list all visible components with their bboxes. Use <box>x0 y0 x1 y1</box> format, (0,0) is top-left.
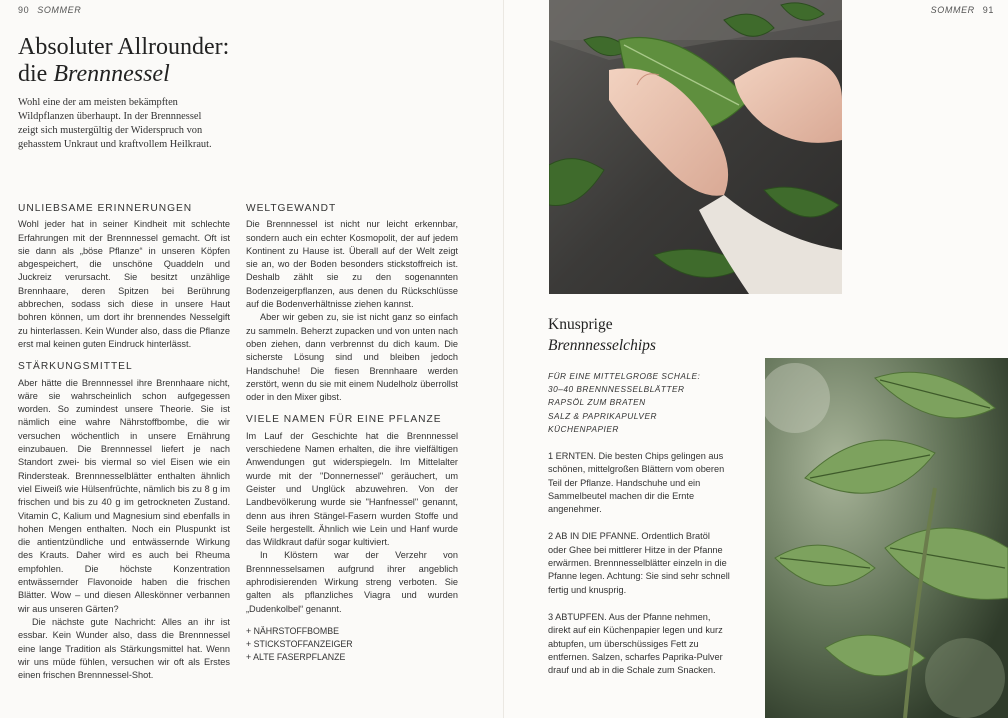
paragraph: Die Brennnessel ist nicht nur leicht erkennbar, sondern auch ein echter Kosmopolit, der auf jedem Kontinent zu Hause ist. Überall auf der Welt zeigt sie an, wo der Boden besonders stickstoffreich ist. Deshalb zählt sie zu den sogenannten Bodenzeigerpflanzen, aus denen du Rückschlüsse auf die Bodenverhältnisse ziehen kannst. <box>246 219 458 310</box>
recipe-title-line-1: Knusprige <box>548 316 613 333</box>
ingredient-list <box>548 370 748 436</box>
heading-staerkungsmittel: STÄRKUNGSMITTEL <box>18 361 133 373</box>
paragraph: Aber hätte die Brennnessel ihre Brennhaare nicht, wäre sie wahrscheinlich schon aufgegessen worden. So zumindest unsere Theorie. Sie ist nämlich eine wahre Nährstoffbombe, die wir versuchen wöchentlich in unsere Ernährung einzubauen. Die Brennnessel liefert je nach Standort zwei- bis viermal so viel Eisen wie ein Rindersteak. Brennnesselblätter enthalten ähnlich viel Eiweiß wie Hülsenfrüchte, nämlich bis zu 8 g im frischen und bis zu 40 g im getrockneten Zustand. Vitamin C, Kalium und Magnesium sind ebenfalls in hohen Mengen enthalten. Noch ein Pluspunkt ist die antientzündliche und entwässernde Wirkung des Krauts. Daher wird es auch bei Rheuma empfohlen. Die höchste Konzentration entwässernder Flavonoide haben die frischen Blätter. Wow – und diesen Alleskönner verbannen wir aus unseren Gärten? <box>18 377 230 614</box>
list-item: + STICKSTOFFANZEIGER <box>246 638 353 649</box>
paragraph: Im Lauf der Geschichte hat die Brennnessel verschiedene Namen erhalten, die ihre vielfältigen Anwendungen gut widerspiegeln. Im Mittelalter wurde mit der "Donnernessel" geräuchert, um Geister und Unglück abzuwehren. Von der Landbevölkerung wurde sie "Hanfnessel" genannt, denn aus ihren Stängel-Fasern wurden Stoffe und Seile hergestellt. Ähnlich wie Lein und Hanf wurde das Wildkraut dafür sogar kultiviert. <box>246 430 458 548</box>
recipe-step: 2 AB IN DIE PFANNE. Ordentlich Bratöl oder Ghee bei mittlerer Hitze in der Pfanne erwärmen. Brennnesselblätter einzeln in die Pfanne legen. Achtung: Sie sind sehr schnell fertig und knusprig. <box>548 531 730 595</box>
recipe-step: 1 ERNTEN. Die besten Chips gelingen aus schönen, mittelgroßen Blättern vom oberen Teil der Pflanze. Handschuhe und ein Sammelbeutel machen dir die Ernte angenehmer. <box>548 451 725 515</box>
left-page-number: 90 <box>18 5 30 15</box>
left-section-label: SOMMER <box>37 5 82 15</box>
list-item: + ALTE FASERPFLANZE <box>246 651 346 662</box>
right-page-number: 91 <box>982 5 994 15</box>
nettle-hands-photo <box>549 0 842 294</box>
list-item: + NÄHRSTOFFBOMBE <box>246 625 339 636</box>
heading-weltgewandt: WELTGEWANDT <box>246 203 337 214</box>
paragraph: In Klöstern war der Verzehr von Brennnesselsamen aufgrund ihrer angeblich aphrodisierenden Wirkung streng verboten. Sie galten als pflanzliches Viagra und wurden „Dudenkolbel“ genannt. <box>246 550 458 614</box>
article-title <box>18 34 229 88</box>
text-column-2 <box>246 202 458 664</box>
title-line-2 <box>18 61 229 88</box>
recipe-title-line-2: Brennnesselchips <box>548 337 656 354</box>
paragraph: Wohl jeder hat in seiner Kindheit mit schlechte Erfahrungen mit der Brennnessel gemacht. Oft ist sie dann als „böse Pflanze“ in unseren Köpfen abgespeichert, die unschöne Quaddeln und Juckreiz verursacht. Sie besitzt unzählige Brennhaare, deren Spitzen bei Berührung abbrechen, sodass sich diese in unsere Haut bohren können, um dort ihr brennendes Nesselgift zu hinterlassen. Kein Wunder also, dass die Pflanze erst mal keinen guten Eindruck hinterlässt. <box>18 219 230 349</box>
recipe-steps <box>548 450 730 691</box>
title-prefix: die <box>18 61 54 87</box>
text-column-1 <box>18 202 230 682</box>
recipe-step: 3 ABTUPFEN. Aus der Pfanne nehmen, direkt auf ein Küchenpapier legen und kurz abtupfen, um überschüssiges Fett zu entfernen. Salzen, scharfes Paprika-Pulver drauf und ab in die Schale zum Snacken. <box>548 611 723 676</box>
nettle-plant-photo <box>765 358 1008 718</box>
paragraph: Aber wir geben zu, sie ist nicht ganz so einfach zu sammeln. Beherzt zupacken und von unten nach oben ziehen, dann verbrennst du dich kaum. Die sicherste Lösung sind und bleiben jedoch Handschuhe! Die fiesen Brennhaare werden zerstört, wenn du sie mit einem Nudelholz überrollst oder in den Mixer gibst. <box>246 312 458 403</box>
ingredient-item: KÜCHENPAPIER <box>548 423 619 434</box>
title-italic: Brennnessel <box>53 61 170 87</box>
heading-viele-namen: VIELE NAMEN FÜR EINE PFLANZE <box>246 414 442 426</box>
heading-unliebsame-erinnerungen: UNLIEBSAME ERINNERUNGEN <box>18 203 193 214</box>
left-folio <box>18 5 81 15</box>
ingredient-item: 30–40 BRENNNESSELBLÄTTER <box>548 384 685 395</box>
title-line-1: Absoluter Allrounder: <box>18 34 230 60</box>
right-folio <box>931 5 994 15</box>
paragraph: Die nächste gute Nachricht: Alles an ihr ist essbar. Kein Wunder also, dass die Brennnessel eine lange Tradition als Stärkungsmittel hat. Wenn wir uns müde fühlen, versuchen wir oft als Erstes einen frischen Brennnessel-Shot. <box>18 616 230 681</box>
ingredient-item: FÜR EINE MITTELGROẞE SCHALE: <box>548 371 701 381</box>
recipe-title <box>548 314 656 356</box>
right-section-label: SOMMER <box>930 5 975 15</box>
benefit-list <box>246 625 458 664</box>
intro-paragraph: Wohl eine der am meisten bekämpften Wildpflanzen überhaupt. In der Brennnessel zeigt sich mustergültig der Widerspruch von gehasstem Unkraut und kraftvollem Heilkraut. <box>18 97 212 150</box>
ingredient-item: SALZ & PAPRIKAPULVER <box>548 410 657 421</box>
ingredient-item: RAPSÖL ZUM BRATEN <box>548 397 646 408</box>
